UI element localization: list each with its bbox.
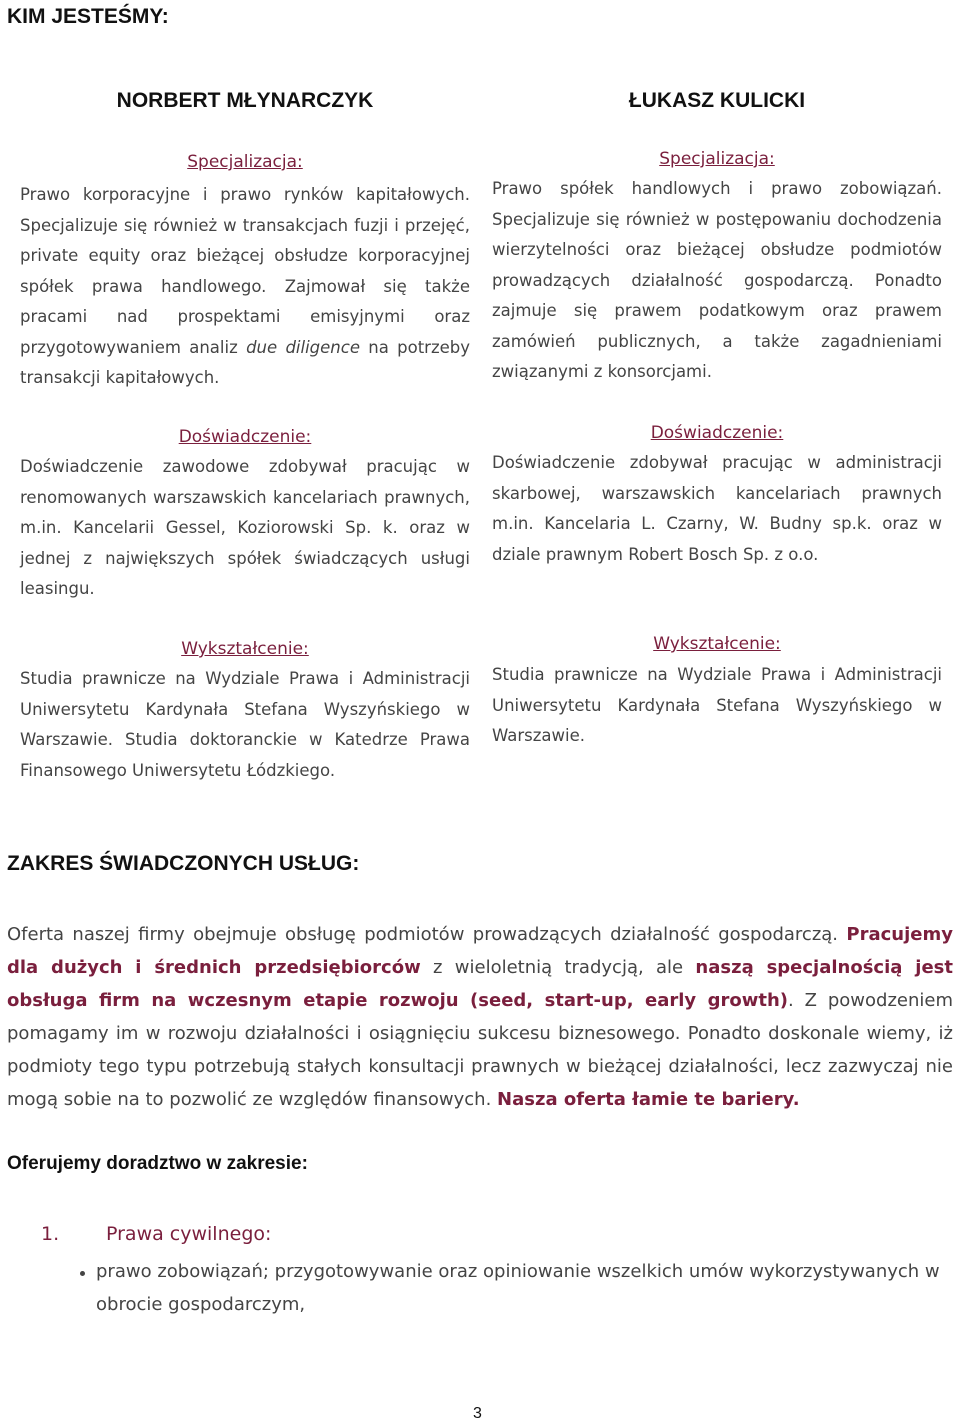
highlight-barriers: Nasza oferta łamie te bariery.	[497, 1089, 800, 1110]
services-title: ZAKRES ŚWIADCZONYCH USŁUG:	[7, 852, 360, 875]
bullet-dot	[80, 1271, 85, 1276]
bullet-text: prawo zobowiązań; przygotowywanie oraz opiniowanie wszelkich umów wykorzystywanych w obrocie gospodarczym,	[96, 1261, 940, 1315]
spec-label-left: Specjalizacja:	[187, 152, 303, 172]
due-diligence-italic: due diligence	[246, 337, 360, 357]
exp-text-right: Doświadczenie zdobywał pracując w administracji skarbowej, warszawskich kancelariach prawnych m.in. Kancelaria L. Czarny, W. Budny sp.k. oraz w dziale prawnym Robert Bosch Sp. z o.o.	[492, 453, 942, 564]
list-title: Prawa cywilnego:	[106, 1223, 272, 1245]
person-name-right: ŁUKASZ KULICKI	[628, 89, 806, 112]
spec-text-right: Prawo spółek handlowych i prawo zobowiązań. Specjalizuje się również w postępowaniu dochodzenia wierzytelności oraz bieżącej obsłudze podmiotów prowadzących działalność gospodarczą. Ponadto zajmuje się prawem podatkowym oraz prawem zamówień publicznych, a także zagadnieniami związanymi z konsorcjami.	[492, 179, 942, 381]
exp-text-left: Doświadczenie zawodowe zdobywał pracując w renomowanych warszawskich kancelariach prawnych, m.in. Kancelarii Gessel, Koziorowski Sp. k. oraz w jednej z największych spółek świadczących usługi leasingu.	[20, 457, 470, 598]
spec-text-left: Prawo korporacyjne i prawo rynków kapitałowych. Specjalizuje się również w transakcjach fuzji i przejęć, private equity oraz bieżącej obsłudze korporacyjnej spółek prawa handlowego. Zajmował się także pracami nad prospektami emisyjnymi oraz przygotowywaniem analiz due diligence na potrzeby transakcji kapitałowych.	[20, 185, 471, 387]
exp-label-left: Doświadczenie:	[178, 427, 312, 447]
edu-label-right: Wykształcenie:	[653, 634, 781, 654]
edu-text-left: Studia prawnicze na Wydziale Prawa i Administracji Uniwersytetu Kardynała Stefana Wyszyńskiego w Warszawie. Studia doktoranckie w Katedrze Prawa Finansowego Uniwersytetu Łódzkiego.	[20, 669, 470, 780]
edu-label-left: Wykształcenie:	[181, 639, 309, 659]
list-number: 1.	[41, 1223, 60, 1245]
exp-label-right: Doświadczenie:	[650, 423, 784, 443]
person-name-left: NORBERT MŁYNARCZYK	[116, 89, 374, 112]
highlight-specialty: naszą specjalnością jest obsługa firm na wczesnym etapie rozwoju (seed, start-up, early growth)	[7, 957, 953, 1011]
highlight-clients: Pracujemy dla dużych i średnich przedsiębiorców	[7, 924, 953, 978]
offer-title: Oferujemy doradztwo w zakresie:	[7, 1153, 308, 1174]
services-paragraph: Oferta naszej firmy obejmuje obsługę podmiotów prowadzących działalność gospodarczą. Pracujemy dla dużych i średnich przedsiębiorców z wieloletnią tradycją, ale naszą specjalnością jest obsługa firm na wczesnym etapie rozwoju (seed, start-up, early growth). Z powodzeniem pomagamy im w rozwoju działalności i osiągnięciu sukcesu biznesowego. Ponadto doskonale wiemy, iż podmioty tego typu potrzebują stałych konsultacji prawnych w bieżącej działalności, lecz zazwyczaj nie mogą sobie na to pozwolić ze względów finansowych. Nasza oferta łamie te bariery.	[7, 924, 953, 1110]
edu-text-right: Studia prawnicze na Wydziale Prawa i Administracji Uniwersytetu Kardynała Stefana Wyszyńskiego w Warszawie.	[492, 665, 942, 745]
spec-label-right: Specjalizacja:	[659, 149, 775, 169]
page-title: KIM JESTEŚMY:	[7, 5, 169, 28]
page-number: 3	[473, 1405, 482, 1422]
